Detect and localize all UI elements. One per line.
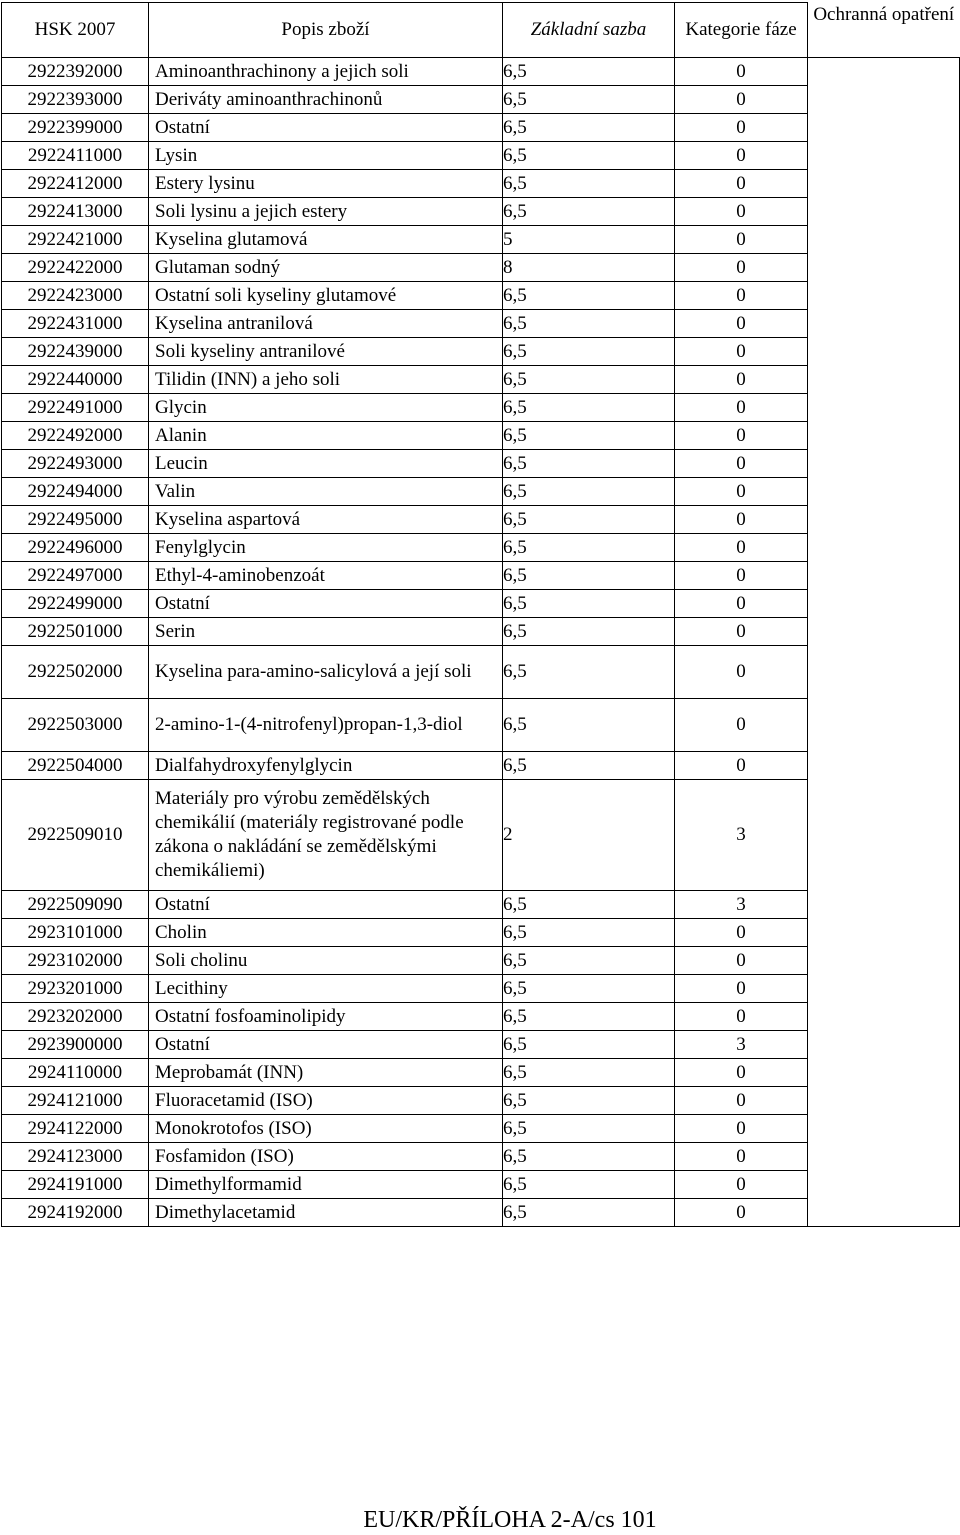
table-row (2, 310, 960, 338)
safeguard-cell (808, 114, 960, 142)
table-row (2, 422, 960, 450)
tariff-table (1, 2, 960, 1227)
table-row (2, 919, 960, 947)
page-footer (0, 1507, 960, 1534)
header-hs-code: HSK 2007 (2, 3, 149, 58)
base-rate-cell: 6,5 (503, 114, 675, 142)
table-row (2, 618, 960, 646)
safeguard-cell (808, 1143, 960, 1171)
hs-code-cell: 2922492000 (2, 422, 149, 450)
staging-category-cell: 3 (675, 1031, 808, 1059)
table-row (2, 58, 960, 86)
staging-category-cell: 0 (675, 282, 808, 310)
hs-code-cell: 2922494000 (2, 478, 149, 506)
base-rate-cell: 6,5 (503, 947, 675, 975)
hs-code-cell: 2922497000 (2, 562, 149, 590)
header-description: Popis zboží (149, 3, 503, 58)
table-row (2, 590, 960, 618)
table-row (2, 254, 960, 282)
staging-category-cell: 0 (675, 58, 808, 86)
hs-code-cell: 2922504000 (2, 752, 149, 780)
staging-category-cell: 0 (675, 1143, 808, 1171)
staging-category-cell: 0 (675, 394, 808, 422)
base-rate-cell: 6,5 (503, 282, 675, 310)
hs-code-cell: 2923202000 (2, 1003, 149, 1031)
base-rate-cell: 2 (503, 780, 675, 891)
table-row (2, 891, 960, 919)
base-rate-cell: 6,5 (503, 975, 675, 1003)
base-rate-cell: 6,5 (503, 562, 675, 590)
description-cell: Dimethylacetamid (149, 1199, 503, 1227)
table-row (2, 534, 960, 562)
safeguard-cell (808, 170, 960, 198)
staging-category-cell: 0 (675, 254, 808, 282)
base-rate-cell: 6,5 (503, 1143, 675, 1171)
base-rate-cell: 6,5 (503, 394, 675, 422)
description-cell: Lecithiny (149, 975, 503, 1003)
safeguard-cell (808, 58, 960, 86)
safeguard-cell (808, 1199, 960, 1227)
base-rate-cell: 6,5 (503, 590, 675, 618)
staging-category-cell: 0 (675, 1087, 808, 1115)
staging-category-cell: 0 (675, 422, 808, 450)
hs-code-cell: 2922421000 (2, 226, 149, 254)
safeguard-cell (808, 142, 960, 170)
base-rate-cell: 6,5 (503, 891, 675, 919)
hs-code-cell: 2922392000 (2, 58, 149, 86)
header-base-rate: Základní sazba (503, 3, 675, 58)
table-row (2, 226, 960, 254)
description-cell: Materiály pro výrobu zemědělských chemikálií (materiály registrované podle zákona o nakládání se zemědělskými chemikáliemi) (149, 780, 503, 891)
base-rate-cell: 6,5 (503, 338, 675, 366)
hs-code-cell: 2922440000 (2, 366, 149, 394)
table-row (2, 478, 960, 506)
description-cell: Serin (149, 618, 503, 646)
table-row (2, 1087, 960, 1115)
description-cell: Deriváty aminoanthrachinonů (149, 86, 503, 114)
hs-code-cell: 2922495000 (2, 506, 149, 534)
base-rate-cell: 6,5 (503, 198, 675, 226)
safeguard-cell (808, 975, 960, 1003)
footer-reference: EU/KR/PŘÍLOHA 2-A/cs 101 (363, 1507, 657, 1533)
table-row (2, 975, 960, 1003)
description-cell: Kyselina para-amino-salicylová a její soli (149, 646, 503, 699)
base-rate-cell: 6,5 (503, 646, 675, 699)
base-rate-cell: 6,5 (503, 1003, 675, 1031)
safeguard-cell (808, 282, 960, 310)
safeguard-cell (808, 450, 960, 478)
description-cell: Ethyl-4-aminobenzoát (149, 562, 503, 590)
staging-category-cell: 0 (675, 590, 808, 618)
safeguard-cell (808, 198, 960, 226)
base-rate-cell: 6,5 (503, 142, 675, 170)
staging-category-cell: 0 (675, 699, 808, 752)
staging-category-cell: 0 (675, 478, 808, 506)
staging-category-cell: 0 (675, 1059, 808, 1087)
safeguard-cell (808, 752, 960, 780)
hs-code-cell: 2922422000 (2, 254, 149, 282)
staging-category-cell: 0 (675, 1003, 808, 1031)
hs-code-cell: 2923900000 (2, 1031, 149, 1059)
hs-code-cell: 2924123000 (2, 1143, 149, 1171)
description-cell: 2-amino-1-(4-nitrofenyl)propan-1,3-diol (149, 699, 503, 752)
staging-category-cell: 0 (675, 142, 808, 170)
table-row (2, 699, 960, 752)
staging-category-cell: 0 (675, 366, 808, 394)
header-safeguard-measures: Ochranná opatření (808, 3, 960, 58)
description-cell: Soli cholinu (149, 947, 503, 975)
staging-category-cell: 0 (675, 114, 808, 142)
hs-code-cell: 2922411000 (2, 142, 149, 170)
staging-category-cell: 0 (675, 562, 808, 590)
description-cell: Cholin (149, 919, 503, 947)
table-row (2, 562, 960, 590)
description-cell: Ostatní (149, 590, 503, 618)
table-row (2, 338, 960, 366)
table-row (2, 1031, 960, 1059)
hs-code-cell: 2922496000 (2, 534, 149, 562)
hs-code-cell: 2922503000 (2, 699, 149, 752)
description-cell: Kyselina aspartová (149, 506, 503, 534)
description-cell: Glutaman sodný (149, 254, 503, 282)
base-rate-cell: 6,5 (503, 310, 675, 338)
base-rate-cell: 6,5 (503, 86, 675, 114)
base-rate-cell: 6,5 (503, 478, 675, 506)
description-cell: Dimethylformamid (149, 1171, 503, 1199)
safeguard-cell (808, 310, 960, 338)
base-rate-cell: 6,5 (503, 366, 675, 394)
table-row (2, 1143, 960, 1171)
safeguard-cell (808, 478, 960, 506)
base-rate-cell: 6,5 (503, 1087, 675, 1115)
base-rate-cell: 6,5 (503, 450, 675, 478)
description-cell: Estery lysinu (149, 170, 503, 198)
staging-category-cell: 0 (675, 1115, 808, 1143)
hs-code-cell: 2923102000 (2, 947, 149, 975)
staging-category-cell: 0 (675, 450, 808, 478)
hs-code-cell: 2924122000 (2, 1115, 149, 1143)
hs-code-cell: 2922412000 (2, 170, 149, 198)
hs-code-cell: 2922509010 (2, 780, 149, 891)
base-rate-cell: 6,5 (503, 58, 675, 86)
staging-category-cell: 0 (675, 975, 808, 1003)
staging-category-cell: 0 (675, 226, 808, 254)
staging-category-cell: 0 (675, 198, 808, 226)
table-row (2, 282, 960, 310)
staging-category-cell: 0 (675, 618, 808, 646)
safeguard-cell (808, 338, 960, 366)
safeguard-cell (808, 780, 960, 891)
safeguard-cell (808, 562, 960, 590)
safeguard-cell (808, 590, 960, 618)
description-cell: Valin (149, 478, 503, 506)
base-rate-cell: 6,5 (503, 699, 675, 752)
hs-code-cell: 2924110000 (2, 1059, 149, 1087)
base-rate-cell: 8 (503, 254, 675, 282)
description-cell: Fosfamidon (ISO) (149, 1143, 503, 1171)
hs-code-cell: 2922431000 (2, 310, 149, 338)
staging-category-cell: 0 (675, 919, 808, 947)
staging-category-cell: 3 (675, 891, 808, 919)
staging-category-cell: 0 (675, 534, 808, 562)
description-cell: Glycin (149, 394, 503, 422)
safeguard-cell (808, 422, 960, 450)
hs-code-cell: 2922493000 (2, 450, 149, 478)
staging-category-cell: 0 (675, 338, 808, 366)
hs-code-cell: 2922393000 (2, 86, 149, 114)
description-cell: Kyselina glutamová (149, 226, 503, 254)
base-rate-cell: 6,5 (503, 919, 675, 947)
description-cell: Fenylglycin (149, 534, 503, 562)
hs-code-cell: 2922502000 (2, 646, 149, 699)
safeguard-cell (808, 506, 960, 534)
description-cell: Tilidin (INN) a jeho soli (149, 366, 503, 394)
description-cell: Ostatní (149, 891, 503, 919)
table-body (2, 58, 960, 1227)
safeguard-cell (808, 919, 960, 947)
staging-category-cell: 0 (675, 646, 808, 699)
hs-code-cell: 2924191000 (2, 1171, 149, 1199)
base-rate-cell: 6,5 (503, 534, 675, 562)
staging-category-cell: 0 (675, 86, 808, 114)
table-row (2, 1115, 960, 1143)
table-row (2, 366, 960, 394)
staging-category-cell: 3 (675, 780, 808, 891)
base-rate-cell: 6,5 (503, 618, 675, 646)
description-cell: Kyselina antranilová (149, 310, 503, 338)
hs-code-cell: 2922439000 (2, 338, 149, 366)
description-cell: Ostatní (149, 1031, 503, 1059)
base-rate-cell: 6,5 (503, 1115, 675, 1143)
base-rate-cell: 6,5 (503, 1059, 675, 1087)
base-rate-cell: 6,5 (503, 1171, 675, 1199)
table-row (2, 1199, 960, 1227)
staging-category-cell: 0 (675, 506, 808, 534)
description-cell: Alanin (149, 422, 503, 450)
hs-code-cell: 2922509090 (2, 891, 149, 919)
hs-code-cell: 2922499000 (2, 590, 149, 618)
header-staging-category: Kategorie fáze (675, 3, 808, 58)
description-cell: Ostatní soli kyseliny glutamové (149, 282, 503, 310)
safeguard-cell (808, 618, 960, 646)
table-row (2, 947, 960, 975)
safeguard-cell (808, 534, 960, 562)
safeguard-cell (808, 1003, 960, 1031)
hs-code-cell: 2923101000 (2, 919, 149, 947)
hs-code-cell: 2922491000 (2, 394, 149, 422)
safeguard-cell (808, 1059, 960, 1087)
description-cell: Leucin (149, 450, 503, 478)
staging-category-cell: 0 (675, 752, 808, 780)
table-row (2, 1059, 960, 1087)
description-cell: Fluoracetamid (ISO) (149, 1087, 503, 1115)
description-cell: Monokrotofos (ISO) (149, 1115, 503, 1143)
hs-code-cell: 2922399000 (2, 114, 149, 142)
safeguard-cell (808, 1171, 960, 1199)
safeguard-cell (808, 394, 960, 422)
description-cell: Meprobamát (INN) (149, 1059, 503, 1087)
description-cell: Lysin (149, 142, 503, 170)
base-rate-cell: 6,5 (503, 170, 675, 198)
hs-code-cell: 2922423000 (2, 282, 149, 310)
safeguard-cell (808, 646, 960, 699)
table-header-row (2, 3, 960, 58)
table-row (2, 198, 960, 226)
safeguard-cell (808, 366, 960, 394)
base-rate-cell: 6,5 (503, 506, 675, 534)
safeguard-cell (808, 1031, 960, 1059)
table-row (2, 646, 960, 699)
safeguard-cell (808, 1115, 960, 1143)
table-row (2, 114, 960, 142)
table-row (2, 142, 960, 170)
staging-category-cell: 0 (675, 1171, 808, 1199)
table-row (2, 506, 960, 534)
base-rate-cell: 6,5 (503, 422, 675, 450)
staging-category-cell: 0 (675, 310, 808, 338)
safeguard-cell (808, 891, 960, 919)
table-row (2, 450, 960, 478)
staging-category-cell: 0 (675, 1199, 808, 1227)
table-row (2, 170, 960, 198)
hs-code-cell: 2924121000 (2, 1087, 149, 1115)
base-rate-cell: 5 (503, 226, 675, 254)
safeguard-cell (808, 254, 960, 282)
table-row (2, 1171, 960, 1199)
hs-code-cell: 2924192000 (2, 1199, 149, 1227)
description-cell: Soli lysinu a jejich estery (149, 198, 503, 226)
base-rate-cell: 6,5 (503, 1031, 675, 1059)
staging-category-cell: 0 (675, 170, 808, 198)
hs-code-cell: 2922501000 (2, 618, 149, 646)
staging-category-cell: 0 (675, 947, 808, 975)
hs-code-cell: 2923201000 (2, 975, 149, 1003)
description-cell: Ostatní fosfoaminolipidy (149, 1003, 503, 1031)
description-cell: Ostatní (149, 114, 503, 142)
safeguard-cell (808, 947, 960, 975)
safeguard-cell (808, 699, 960, 752)
base-rate-cell: 6,5 (503, 1199, 675, 1227)
description-cell: Aminoanthrachinony a jejich soli (149, 58, 503, 86)
table-row (2, 394, 960, 422)
safeguard-cell (808, 226, 960, 254)
base-rate-cell: 6,5 (503, 752, 675, 780)
description-cell: Soli kyseliny antranilové (149, 338, 503, 366)
safeguard-cell (808, 1087, 960, 1115)
table-row (2, 86, 960, 114)
hs-code-cell: 2922413000 (2, 198, 149, 226)
table-row (2, 752, 960, 780)
safeguard-cell (808, 86, 960, 114)
table-row (2, 1003, 960, 1031)
table-row (2, 780, 960, 891)
description-cell: Dialfahydroxyfenylglycin (149, 752, 503, 780)
